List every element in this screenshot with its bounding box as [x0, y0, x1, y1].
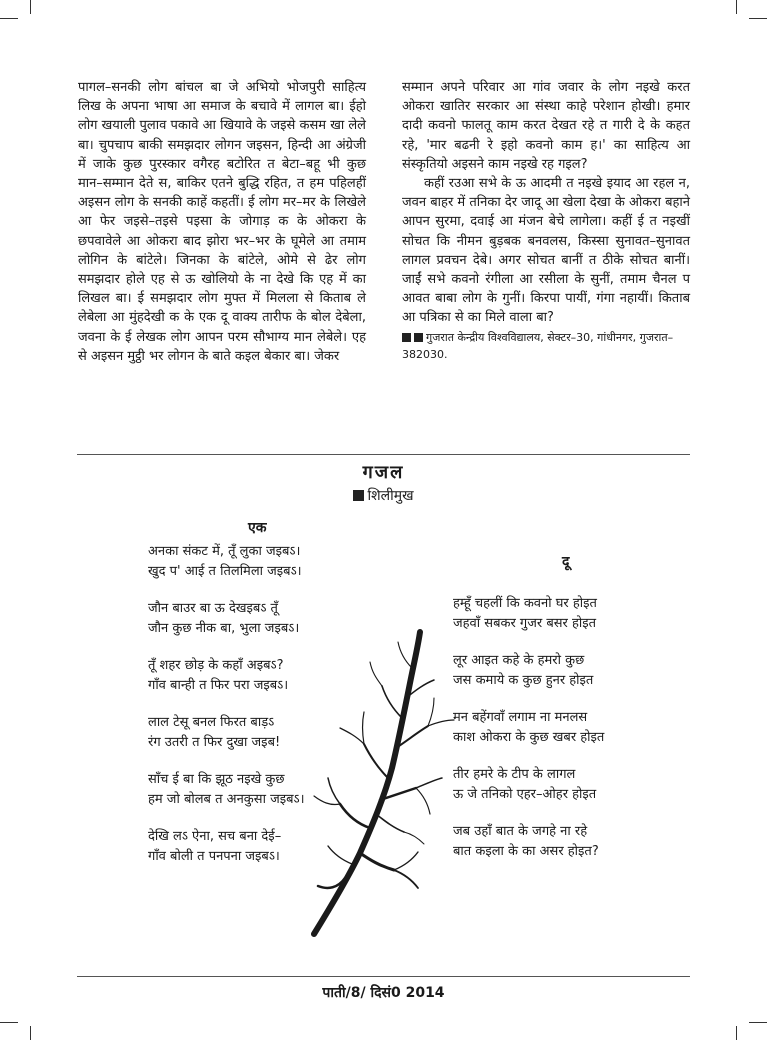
- couplet: [148, 770, 305, 810]
- couplet: [453, 765, 604, 805]
- verse-line: हम्हूँ चहलीं कि कवनो घर होइत: [453, 596, 597, 611]
- verse-line: मन बहेंगवाँ लगाम ना मनलस: [453, 710, 588, 725]
- verse-line: काश ओकरा के कुछ खबर होइत: [453, 730, 605, 745]
- square-bullet-icon: [414, 333, 423, 342]
- couplet: [453, 708, 604, 748]
- verse-line: अनका संकट में, तूँ लुका जइबऽ।: [148, 544, 301, 559]
- crop-mark: [749, 18, 767, 19]
- square-bullet-icon: [402, 333, 411, 342]
- crop-mark: [736, 1026, 737, 1040]
- article-paragraph: पागल–सनकी लोग बांचल बा जे अभियो भोजपुरी साहित्य लिख के अपना भाषा आ समाज के बचावे में लागल बा। ईहो लोग खयाली पुलाव पकावे आ खियावे के जइसे कसम खा लेले बा। चुपचाप बाकी समझदार लोगन जइसन, हिन्दी आ अंग्रेजी में जाके कुछ पुरस्कार वगैरह बटोरित त बेटा–बहू भी कुछ मान–सम्मान देते स, बाकिर एतने बुद्धि रहित, त हम पहिलहीं अइसन लोग के सनकी काहें कहतीं। ई लोग मर–मर के लिखेले आ फेर जइसे–तइसे पइसा के जोगाड़ क के ओकरा के छपवावेले आ ओकरा बाद झोरा भर–भर के घूमेले आ तमाम लोगिन के बांटेले। जिनका के बांटेले, ओमे से ढेर लोग समझदार होले एह से ऊ खोलियो के ना देखे कि एह में का लिखल बा। ई समझदार लोग मुफ्त में मिलला से किताब ले लेबेला आ मुंहदेखी क के एक दू वाक्य तारीफ के बोल देबेला, जवना के ई लेखक लोग आपन परम सौभाग्य मान लेबेले। एह से अइसन मुट्ठी भर लोगन के बाते कइल बेकार बा। जेकर: [78, 80, 366, 364]
- verse-line: तूँ शहर छोड़ के कहाँ अइबऽ?: [148, 658, 284, 673]
- tree-branch-illustration: [300, 628, 460, 940]
- crop-mark: [30, 0, 31, 14]
- verse-line: तीर हमरे के टीप के लागल: [453, 767, 576, 782]
- crop-mark: [749, 1022, 767, 1023]
- crop-mark: [736, 0, 737, 14]
- verse-line: साँच ई बा कि झूठ नइखे कुछ: [148, 772, 285, 787]
- poem-two-heading: दू: [562, 554, 570, 570]
- verse-line: जब उहाँ बात के जगहे ना रहे: [453, 824, 588, 839]
- verse-line: हम जो बोलब त अनकुसा जइबऽ।: [148, 792, 305, 807]
- article-paragraph: कहीं रउआ सभे के ऊ आदमी त नइखे इयाद आ रहल न, जवन बाहर में तनिका देर जादू आ खेला देखा के ओकरा बहाने आपन सुरमा, दवाई आ मंजन बेचे लागेला। कहीं ई त नइखीं सोचत कि नीमन बुड़बक बनवलस, किस्सा सुनावत–सुनावत लागल प्रवचन देबे। अगर सोचत बानीं त ठीके सोचत बानीं। जाईं सभे कवनो रंगीला आ रसीला के सुनीं, तमाम चैनल प आवत बाबा लोग के गुनीं। किरपा पायीं, गंगा नहायीं। किताब आ पत्रिका से का मिले वाला बा?: [402, 176, 690, 326]
- poet-name: शिलीमुख: [367, 488, 414, 504]
- author-credit: [402, 329, 690, 363]
- poem-two: [453, 594, 604, 879]
- crop-mark: [0, 1022, 18, 1023]
- couplet: [453, 651, 604, 691]
- couplet: [148, 713, 305, 753]
- couplet: [453, 594, 604, 634]
- verse-line: गाँव बान्ही त फिर परा जइबऽ।: [148, 678, 289, 693]
- verse-line: जौन बाउर बा ऊ देखइबऽ तूँ: [148, 601, 278, 616]
- poet-byline: [0, 486, 767, 505]
- poem-one-heading: एक: [248, 520, 267, 536]
- crop-mark: [0, 18, 18, 19]
- article-paragraph: सम्मान अपने परिवार आ गांव जवार के लोग नइखे करत ओकरा खातिर सरकार आ संस्था काहे परेशान होखी। हमार दादी कवनो फालतू काम करत देखत रहे त गारी दे के कहत रहे, 'मार बढनी रे इहो कवनो काम ह।' का साहित्य आ संस्कृतियो अइसने काम नइखे रह गइल?: [402, 80, 690, 172]
- verse-line: गाँव बोली त पनपना जइबऽ।: [148, 849, 280, 864]
- author-credit-text: गुजरात केन्द्रीय विश्वविद्यालय, सेक्टर–30, गांधीनगर, गुजरात–382030.: [402, 330, 674, 361]
- article-left-column: [78, 78, 366, 366]
- crop-mark: [30, 1026, 31, 1040]
- verse-line: लाल टेसू बनल फिरत बाड़ऽ: [148, 715, 275, 730]
- couplet: [148, 827, 305, 867]
- couplet: [148, 599, 305, 639]
- verse-line: ऊ जे तनिको एहर–ओहर होइत: [453, 787, 597, 802]
- article-right-column: [402, 78, 690, 363]
- verse-line: खुद प' आई त तिलमिला जइबऽ।: [148, 564, 302, 579]
- verse-line: जहवाँ सबकर गुजर बसर होइत: [453, 616, 597, 631]
- square-bullet-icon: [353, 490, 364, 501]
- couplet: [148, 542, 305, 582]
- verse-line: देखि लऽ ऐना, सच बना देई–: [148, 829, 282, 844]
- verse-line: जौन कुछ नीक बा, भुला जइबऽ।: [148, 621, 300, 636]
- section-title: गजल: [362, 462, 405, 483]
- section-divider: [77, 454, 690, 455]
- page-folio: पाती/8/ दिसं0 2014: [322, 985, 445, 1001]
- verse-line: लूर आइत कहे के हमरो कुछ: [453, 653, 585, 668]
- verse-line: जस कमाये क कुछ हुनर होइत: [453, 673, 594, 688]
- couplet: [453, 822, 604, 862]
- couplet: [148, 656, 305, 696]
- verse-line: रंग उतरी त फिर दुखा जइब!: [148, 735, 281, 750]
- verse-line: बात कइला के का असर होइत?: [453, 844, 599, 859]
- poem-one: [148, 542, 305, 884]
- footer-divider: [77, 976, 690, 977]
